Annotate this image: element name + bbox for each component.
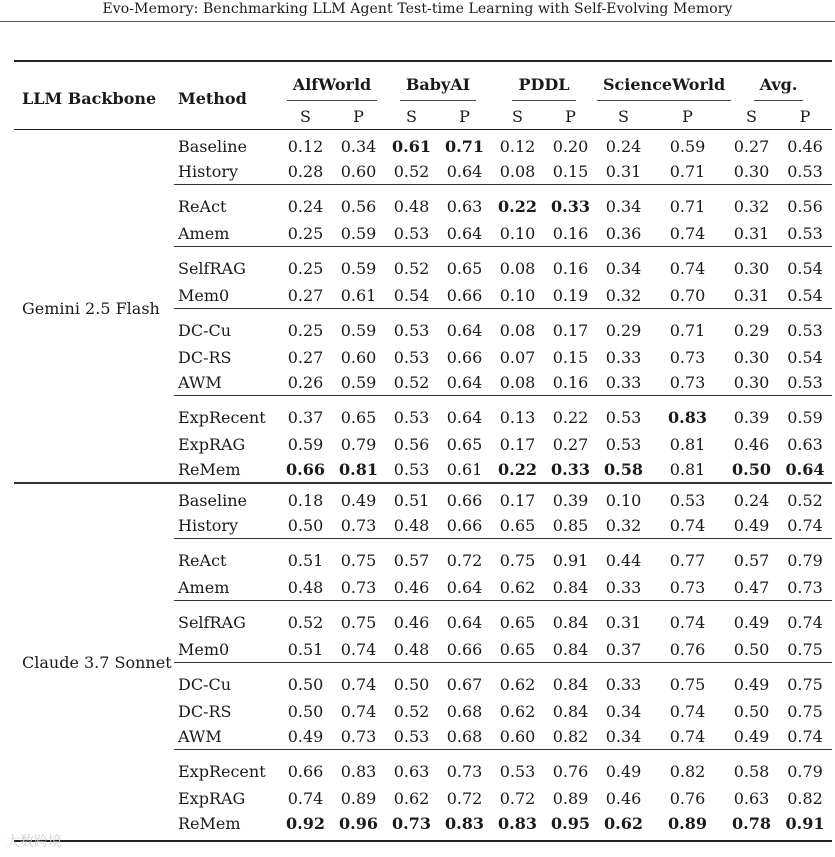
- subheader-p: P: [565, 107, 576, 126]
- score-cell: 0.17: [491, 483, 544, 513]
- score-cell: 0.74: [669, 224, 706, 243]
- score-cell: 0.64: [438, 309, 491, 346]
- score-cell: 0.22: [498, 460, 537, 479]
- score-cell: 0.58: [604, 460, 643, 479]
- score-cell: 0.59: [778, 396, 832, 433]
- score-cell: 0.73: [669, 348, 706, 367]
- score-cell: 0.84: [552, 702, 589, 721]
- score-cell: 0.25: [279, 247, 332, 284]
- score-cell: 0.52: [279, 601, 332, 638]
- score-cell: 0.53: [787, 224, 823, 243]
- score-cell: 0.51: [279, 539, 332, 576]
- score-cell: 0.13: [491, 396, 544, 433]
- score-cell: 0.76: [669, 640, 706, 659]
- method-name: ReMem: [178, 814, 241, 833]
- score-cell: 0.39: [544, 483, 597, 513]
- score-cell: 0.30: [733, 162, 770, 181]
- score-cell: 0.82: [552, 727, 589, 746]
- score-cell: 0.32: [725, 185, 778, 222]
- score-cell: 0.64: [446, 578, 483, 597]
- score-cell: 0.22: [544, 396, 597, 433]
- score-cell: 0.64: [438, 601, 491, 638]
- score-cell: 0.52: [393, 373, 430, 392]
- score-cell: 0.89: [668, 814, 707, 833]
- score-cell: 0.59: [287, 435, 324, 454]
- score-cell: 0.75: [650, 663, 725, 700]
- score-cell: 0.49: [725, 663, 778, 700]
- bench-header: AlfWorld: [279, 68, 385, 104]
- score-cell: 0.59: [340, 224, 377, 243]
- score-cell: 0.08: [491, 247, 544, 284]
- method-name: ExpRAG: [178, 789, 246, 808]
- score-cell: 0.83: [650, 396, 725, 433]
- score-cell: 0.10: [499, 224, 536, 243]
- score-cell: 0.25: [287, 224, 324, 243]
- score-cell: 0.33: [597, 663, 650, 700]
- score-cell: 0.31: [597, 601, 650, 638]
- score-cell: 0.89: [552, 789, 589, 808]
- score-cell: 0.53: [393, 727, 430, 746]
- score-cell: 0.75: [787, 640, 823, 659]
- score-cell: 0.75: [491, 539, 544, 576]
- score-cell: 0.30: [733, 373, 770, 392]
- subheader-p: P: [459, 107, 470, 126]
- score-cell: 0.27: [733, 137, 770, 156]
- score-cell: 0.08: [499, 162, 536, 181]
- score-cell: 0.81: [339, 460, 378, 479]
- score-cell: 0.66: [446, 348, 483, 367]
- score-cell: 0.33: [605, 348, 642, 367]
- score-cell: 0.36: [605, 224, 642, 243]
- score-cell: 0.84: [552, 578, 589, 597]
- score-cell: 0.83: [445, 814, 484, 833]
- score-cell: 0.53: [385, 309, 438, 346]
- score-cell: 0.27: [287, 286, 324, 305]
- score-cell: 0.79: [340, 435, 377, 454]
- score-cell: 0.71: [669, 162, 706, 181]
- score-cell: 0.34: [605, 702, 642, 721]
- method-name: ExpRecent: [174, 750, 279, 787]
- score-cell: 0.75: [778, 663, 832, 700]
- score-cell: 0.17: [499, 435, 536, 454]
- score-cell: 0.63: [733, 789, 770, 808]
- bench-header: PDDL: [491, 68, 597, 104]
- score-cell: 0.51: [287, 640, 324, 659]
- score-cell: 0.63: [385, 750, 438, 787]
- score-cell: 0.81: [669, 435, 706, 454]
- score-cell: 0.37: [279, 396, 332, 433]
- score-cell: 0.74: [787, 516, 823, 535]
- subheader-s: S: [618, 107, 629, 126]
- bench-header: BabyAI: [385, 68, 491, 104]
- score-cell: 0.66: [286, 460, 325, 479]
- method-name: AWM: [178, 727, 222, 746]
- score-cell: 0.59: [669, 137, 706, 156]
- score-cell: 0.64: [446, 162, 483, 181]
- score-cell: 0.53: [393, 224, 430, 243]
- method-name: Baseline: [174, 483, 279, 513]
- score-cell: 0.84: [544, 663, 597, 700]
- score-cell: 0.60: [499, 727, 536, 746]
- score-cell: 0.33: [605, 373, 642, 392]
- score-cell: 0.49: [332, 483, 385, 513]
- score-cell: 0.74: [787, 727, 823, 746]
- score-cell: 0.33: [605, 578, 642, 597]
- score-cell: 0.53: [393, 348, 430, 367]
- score-cell: 0.60: [340, 348, 377, 367]
- score-cell: 0.83: [498, 814, 537, 833]
- score-cell: 0.61: [392, 137, 431, 156]
- score-cell: 0.74: [669, 727, 706, 746]
- method-name: ReMem: [178, 460, 241, 479]
- score-cell: 0.64: [438, 396, 491, 433]
- score-cell: 0.48: [385, 185, 438, 222]
- score-cell: 0.33: [551, 460, 590, 479]
- score-cell: 0.31: [733, 224, 770, 243]
- score-cell: 0.56: [393, 435, 430, 454]
- score-cell: 0.63: [438, 185, 491, 222]
- score-cell: 0.79: [778, 750, 832, 787]
- table-row: [14, 134, 832, 159]
- score-cell: 0.46: [787, 137, 823, 156]
- score-cell: 0.24: [279, 185, 332, 222]
- score-cell: 0.65: [491, 601, 544, 638]
- method-name: History: [178, 162, 239, 181]
- score-cell: 0.19: [552, 286, 589, 305]
- score-cell: 0.71: [445, 137, 484, 156]
- score-cell: 0.39: [725, 396, 778, 433]
- results-table: [14, 60, 832, 842]
- backbone-label: Claude 3.7 Sonnet: [14, 483, 174, 836]
- score-cell: 0.46: [393, 578, 430, 597]
- score-cell: 0.48: [393, 516, 430, 535]
- method-name: History: [178, 516, 239, 535]
- score-cell: 0.50: [287, 516, 324, 535]
- score-cell: 0.37: [605, 640, 642, 659]
- score-cell: 0.74: [650, 601, 725, 638]
- score-cell: 0.34: [340, 137, 377, 156]
- score-cell: 0.52: [393, 702, 430, 721]
- score-cell: 0.33: [544, 185, 597, 222]
- score-cell: 0.53: [778, 309, 832, 346]
- score-cell: 0.25: [279, 309, 332, 346]
- score-cell: 0.15: [552, 348, 589, 367]
- score-cell: 0.59: [332, 247, 385, 284]
- method-name: Mem0: [178, 286, 230, 305]
- score-cell: 0.50: [385, 663, 438, 700]
- score-cell: 0.18: [279, 483, 332, 513]
- score-cell: 0.10: [597, 483, 650, 513]
- score-cell: 0.49: [725, 601, 778, 638]
- score-cell: 0.83: [332, 750, 385, 787]
- score-cell: 0.16: [552, 373, 589, 392]
- score-cell: 0.48: [287, 578, 324, 597]
- score-cell: 0.59: [340, 373, 377, 392]
- subheader-s: S: [746, 107, 757, 126]
- score-cell: 0.53: [393, 460, 430, 479]
- score-cell: 0.71: [650, 309, 725, 346]
- running-header: Evo-Memory: Benchmarking LLM Agent Test-time Learning with Self-Evolving Memory: [102, 1, 733, 17]
- score-cell: 0.29: [597, 309, 650, 346]
- score-cell: 0.73: [669, 373, 706, 392]
- score-cell: 0.30: [725, 247, 778, 284]
- score-cell: 0.73: [392, 814, 431, 833]
- score-cell: 0.53: [787, 162, 823, 181]
- score-cell: 0.54: [787, 348, 823, 367]
- score-cell: 0.34: [605, 727, 642, 746]
- subheader-p: P: [799, 107, 811, 126]
- score-cell: 0.64: [446, 224, 483, 243]
- score-cell: 0.24: [605, 137, 642, 156]
- score-cell: 0.22: [491, 185, 544, 222]
- method-name: ExpRAG: [178, 435, 246, 454]
- bench-header: ScienceWorld: [597, 68, 725, 104]
- score-cell: 0.50: [732, 460, 771, 479]
- score-cell: 0.60: [340, 162, 377, 181]
- score-cell: 0.58: [725, 750, 778, 787]
- method-name: ReAct: [174, 539, 279, 576]
- score-cell: 0.66: [438, 483, 491, 513]
- header-rule: [0, 21, 835, 22]
- score-cell: 0.46: [605, 789, 642, 808]
- score-cell: 0.10: [499, 286, 536, 305]
- score-cell: 0.49: [597, 750, 650, 787]
- score-cell: 0.20: [552, 137, 589, 156]
- score-cell: 0.49: [733, 516, 770, 535]
- method-name: Amem: [178, 224, 230, 243]
- subheader-s: S: [512, 107, 523, 126]
- score-cell: 0.95: [551, 814, 590, 833]
- score-cell: 0.64: [446, 373, 483, 392]
- score-cell: 0.53: [491, 750, 544, 787]
- score-cell: 0.32: [605, 286, 642, 305]
- score-cell: 0.75: [332, 539, 385, 576]
- score-cell: 0.54: [787, 286, 823, 305]
- score-cell: 0.08: [491, 309, 544, 346]
- backbone-header: LLM Backbone: [22, 89, 157, 108]
- score-cell: 0.66: [446, 640, 483, 659]
- score-cell: 0.62: [491, 663, 544, 700]
- score-cell: 0.74: [778, 601, 832, 638]
- score-cell: 0.31: [605, 162, 642, 181]
- score-cell: 0.52: [778, 483, 832, 513]
- score-cell: 0.62: [499, 702, 536, 721]
- score-cell: 0.07: [499, 348, 536, 367]
- score-cell: 0.51: [385, 483, 438, 513]
- score-cell: 0.56: [778, 185, 832, 222]
- score-cell: 0.34: [597, 247, 650, 284]
- score-cell: 0.31: [733, 286, 770, 305]
- score-cell: 0.76: [669, 789, 706, 808]
- score-cell: 0.73: [787, 578, 823, 597]
- score-cell: 0.84: [552, 640, 589, 659]
- score-cell: 0.89: [340, 789, 377, 808]
- score-cell: 0.49: [733, 727, 770, 746]
- method-name: Mem0: [178, 640, 230, 659]
- score-cell: 0.53: [605, 435, 642, 454]
- score-cell: 0.75: [787, 702, 823, 721]
- score-cell: 0.72: [499, 789, 536, 808]
- score-cell: 0.53: [385, 396, 438, 433]
- subheader-p: P: [353, 107, 364, 126]
- bench-header: Avg.: [725, 68, 832, 104]
- score-cell: 0.81: [669, 460, 706, 479]
- score-cell: 0.53: [597, 396, 650, 433]
- score-cell: 0.77: [650, 539, 725, 576]
- score-cell: 0.75: [332, 601, 385, 638]
- score-cell: 0.27: [552, 435, 589, 454]
- method-name: DC-RS: [178, 348, 232, 367]
- score-cell: 0.46: [385, 601, 438, 638]
- score-cell: 0.96: [339, 814, 378, 833]
- score-cell: 0.62: [499, 578, 536, 597]
- score-cell: 0.49: [287, 727, 324, 746]
- score-cell: 0.30: [733, 348, 770, 367]
- score-cell: 0.66: [279, 750, 332, 787]
- score-cell: 0.67: [438, 663, 491, 700]
- score-cell: 0.72: [446, 789, 483, 808]
- score-cell: 0.50: [733, 640, 770, 659]
- score-cell: 0.53: [650, 483, 725, 513]
- subheader-p: P: [682, 107, 693, 126]
- score-cell: 0.74: [340, 702, 377, 721]
- score-cell: 0.16: [552, 224, 589, 243]
- score-cell: 0.59: [332, 309, 385, 346]
- score-cell: 0.85: [552, 516, 589, 535]
- score-cell: 0.71: [650, 185, 725, 222]
- score-cell: 0.65: [499, 516, 536, 535]
- score-cell: 0.50: [279, 663, 332, 700]
- score-cell: 0.70: [669, 286, 706, 305]
- score-cell: 0.44: [597, 539, 650, 576]
- score-cell: 0.73: [438, 750, 491, 787]
- score-cell: 0.73: [669, 578, 706, 597]
- score-cell: 0.24: [725, 483, 778, 513]
- score-cell: 0.50: [733, 702, 770, 721]
- score-cell: 0.74: [332, 663, 385, 700]
- method-name: DC-Cu: [174, 663, 279, 700]
- method-name: DC-Cu: [174, 309, 279, 346]
- score-cell: 0.16: [544, 247, 597, 284]
- score-cell: 0.66: [446, 516, 483, 535]
- score-cell: 0.54: [778, 247, 832, 284]
- score-cell: 0.68: [446, 727, 483, 746]
- score-cell: 0.63: [787, 435, 823, 454]
- subheader-s: S: [300, 107, 311, 126]
- score-cell: 0.65: [446, 435, 483, 454]
- score-cell: 0.73: [340, 516, 377, 535]
- score-cell: 0.64: [785, 460, 825, 479]
- score-cell: 0.46: [733, 435, 770, 454]
- score-cell: 0.61: [446, 460, 483, 479]
- score-cell: 0.72: [438, 539, 491, 576]
- score-cell: 0.12: [287, 137, 324, 156]
- score-cell: 0.74: [340, 640, 377, 659]
- score-cell: 0.57: [725, 539, 778, 576]
- score-cell: 0.79: [778, 539, 832, 576]
- score-cell: 0.74: [650, 247, 725, 284]
- score-cell: 0.62: [393, 789, 430, 808]
- score-cell: 0.74: [669, 516, 706, 535]
- score-cell: 0.66: [446, 286, 483, 305]
- score-cell: 0.57: [385, 539, 438, 576]
- watermark: 大数跨境: [6, 834, 62, 850]
- score-cell: 0.78: [732, 814, 771, 833]
- method-name: ReAct: [174, 185, 279, 222]
- method-name: SelfRAG: [174, 247, 279, 284]
- score-cell: 0.48: [393, 640, 430, 659]
- score-cell: 0.65: [332, 396, 385, 433]
- method-name: ExpRecent: [174, 396, 279, 433]
- score-cell: 0.61: [340, 286, 377, 305]
- score-cell: 0.53: [787, 373, 823, 392]
- score-cell: 0.65: [499, 640, 536, 659]
- score-cell: 0.26: [287, 373, 324, 392]
- score-cell: 0.82: [650, 750, 725, 787]
- score-cell: 0.92: [286, 814, 325, 833]
- score-cell: 0.74: [287, 789, 324, 808]
- score-cell: 0.82: [787, 789, 823, 808]
- method-name: Amem: [178, 578, 230, 597]
- score-cell: 0.12: [499, 137, 536, 156]
- score-cell: 0.27: [287, 348, 324, 367]
- score-cell: 0.08: [499, 373, 536, 392]
- method-name: DC-RS: [178, 702, 232, 721]
- method-name: AWM: [178, 373, 222, 392]
- score-cell: 0.73: [340, 578, 377, 597]
- score-cell: 0.68: [446, 702, 483, 721]
- score-cell: 0.17: [544, 309, 597, 346]
- score-cell: 0.50: [287, 702, 324, 721]
- score-cell: 0.29: [725, 309, 778, 346]
- score-cell: 0.65: [438, 247, 491, 284]
- subheader-s: S: [406, 107, 417, 126]
- score-cell: 0.84: [544, 601, 597, 638]
- method-name: SelfRAG: [174, 601, 279, 638]
- backbone-label: Gemini 2.5 Flash: [22, 298, 160, 318]
- score-cell: 0.56: [332, 185, 385, 222]
- method-name: Baseline: [178, 137, 247, 156]
- score-cell: 0.74: [669, 702, 706, 721]
- score-cell: 0.52: [393, 162, 430, 181]
- score-cell: 0.32: [605, 516, 642, 535]
- score-cell: 0.52: [385, 247, 438, 284]
- score-cell: 0.62: [604, 814, 643, 833]
- table-row: [14, 483, 832, 513]
- score-cell: 0.34: [597, 185, 650, 222]
- score-cell: 0.73: [340, 727, 377, 746]
- score-cell: 0.76: [544, 750, 597, 787]
- score-cell: 0.91: [544, 539, 597, 576]
- score-cell: 0.91: [785, 814, 825, 833]
- method-header: Method: [178, 89, 247, 108]
- score-cell: 0.54: [393, 286, 430, 305]
- score-cell: 0.28: [287, 162, 324, 181]
- score-cell: 0.15: [552, 162, 589, 181]
- score-cell: 0.47: [733, 578, 770, 597]
